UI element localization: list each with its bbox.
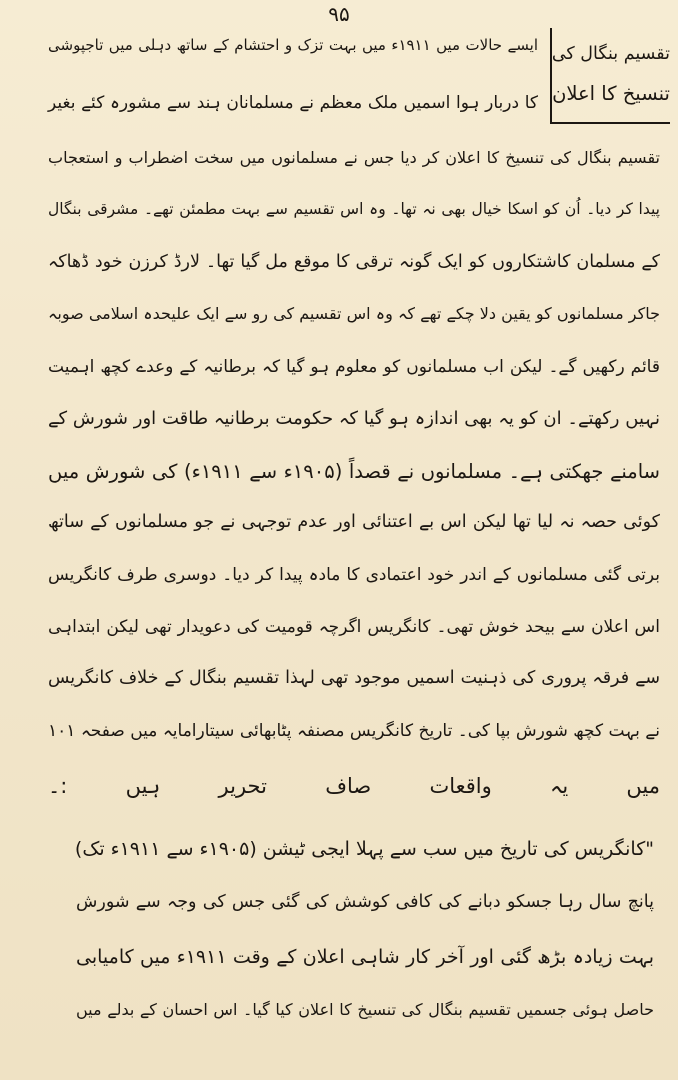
quote-line: پانچ سال رہا جسکو دبانے کی کافی کوشش کی گئی جس کی وجہ سے شورش	[76, 892, 654, 912]
quote-line: "کانگریس کی تاریخ میں سب سے پہلا ایجی ٹیشن (۱۹۰۵ء سے ۱۹۱۱ء تک)	[74, 838, 654, 860]
text-line: تقسیم بنگال کی تنسیخ کا اعلان کر دیا جس نے مسلمانوں میں سخت اضطراب و استعجاب	[48, 148, 660, 167]
text-line: پیدا کر دیا۔ اُن کو اسکا خیال بھی نہ تھا۔ وہ اس تقسیم سے بہت مطمئن تھے۔ مشرقی بنگال	[48, 200, 660, 218]
text-line: برتی گئی مسلمانوں کے اندر خود اعتمادی کا مادہ پیدا کر دیا۔ دوسری طرف کانگریس	[48, 565, 660, 585]
side-heading-line-1: تقسیم بنگال کی	[551, 44, 670, 64]
text-line: کے مسلمان کاشتکاروں کو ایک گونہ ترقی کا موقع مل گیا تھا۔ لارڈ کرزن خود ڈھاکہ	[48, 252, 660, 272]
quote-line: حاصل ہوئی جسمیں تقسیم بنگال کی تنسیخ کا اعلان کیا گیا۔ اس احسان کے بدلے میں	[76, 1000, 654, 1019]
text-line: قائم رکھیں گے۔ لیکن اب مسلمانوں کو معلوم ہو گیا کہ برطانیہ کے وعدے کچھ اہمیت	[48, 357, 660, 377]
text-line: میں یہ واقعات صاف تحریر ہیں :۔	[48, 774, 660, 798]
text-line: نے بہت کچھ شورش بپا کی۔ تاریخ کانگریس مصنفہ پٹابھائی سیتارامایہ میں صفحہ ۱۰۱	[48, 721, 660, 741]
text-line: سے فرقہ پروری کی ذہنیت اسمیں موجود تھی لہذا تقسیم بنگال کے خلاف کانگریس	[48, 668, 660, 688]
text-line: ایسے حالات میں ۱۹۱۱ء میں بہت تزک و احتشام کے ساتھ دہلی میں تاجپوشی	[48, 36, 538, 54]
text-line: اس اعلان سے بیحد خوش تھی۔ کانگریس اگرچہ قومیت کی دعویدار تھی لیکن ابتداہی	[48, 617, 660, 637]
text-line: کوئی حصہ نہ لیا تھا لیکن اس بے اعتنائی اور عدم توجہی نے جو مسلمانوں کے ساتھ	[48, 512, 660, 532]
side-heading	[550, 28, 670, 124]
text-line: سامنے جھکتی ہے۔ مسلمانوں نے قصداً (۱۹۰۵ء سے ۱۹۱۱ء) کی شورش میں	[48, 460, 660, 483]
text-line: جاکر مسلمانوں کو یقین دلا چکے تھے کہ وہ اس تقسیم کی رو سے ایک علیحدہ اسلامی صوبہ	[48, 304, 660, 323]
text-line: کا دربار ہوا اسمیں ملک معظم نے مسلمانان ہند سے مشورہ کئے بغیر	[48, 93, 538, 113]
text-line: نہیں رکھتے۔ ان کو یہ بھی اندازہ ہو گیا کہ حکومت برطانیہ طاقت اور شورش کے	[48, 408, 660, 429]
page-number: ۹۵	[328, 2, 350, 26]
quote-line: بہت زیادہ بڑھ گئی اور آخر کار شاہی اعلان کے وقت ۱۹۱۱ء میں کامیابی	[76, 946, 655, 968]
side-heading-line-2: تنسیخ کا اعلان	[552, 82, 670, 105]
